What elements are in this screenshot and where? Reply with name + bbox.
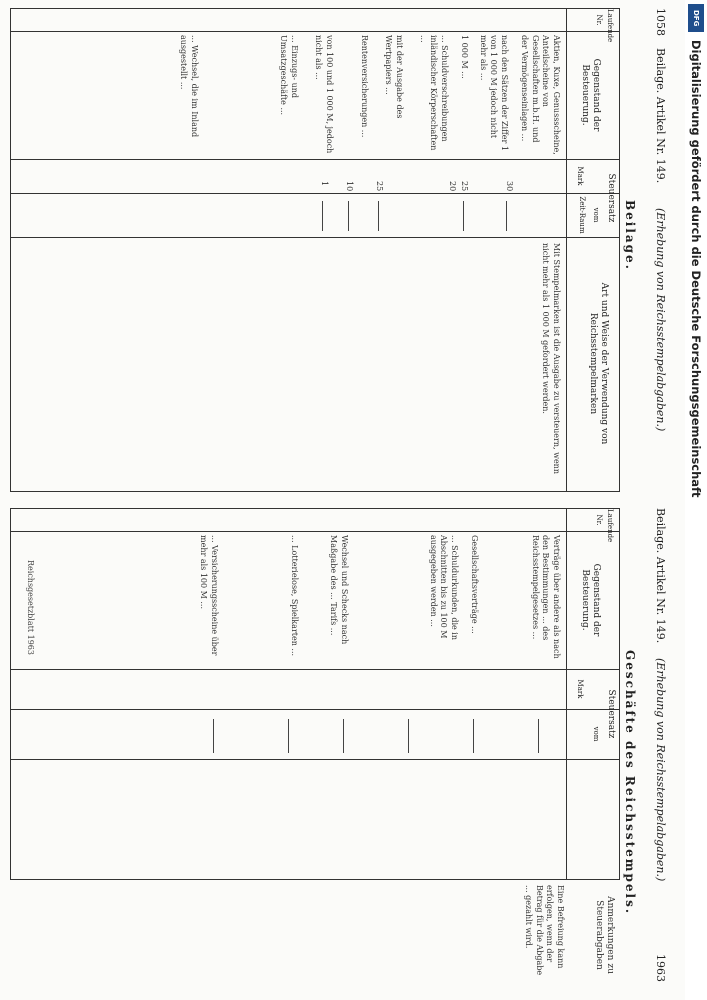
col-rate-per: vom: [592, 726, 600, 742]
amount: 25: [460, 181, 469, 192]
row-text: 1 000 M ...: [460, 35, 469, 79]
row-text: mit der Ausgabe des Wertpapiers ...: [384, 35, 404, 119]
col-rate-mark: Mark: [576, 679, 584, 699]
col-nr: Laufende Nr.: [595, 509, 614, 543]
row-text: Rentenversicherungen ...: [360, 35, 369, 138]
amount: 30: [505, 181, 514, 192]
amount: 1: [320, 181, 329, 187]
amount: 25: [375, 181, 384, 192]
footer: Reichsgesetzblatt 1963: [26, 560, 35, 655]
dfg-watermark: [685, 0, 707, 1000]
notes-text: Eine Befreiung kann erfolgen, wenn der Betrag für die Abgabe ... gezahlt wird.: [524, 885, 565, 976]
row-text: ... Versicherungsscheine über mehr als 100 M ...: [199, 535, 219, 656]
left-page: [0, 0, 685, 500]
right-page: [0, 500, 685, 1000]
col-rate: Steuersatz: [606, 173, 616, 223]
dfg-logo: DFG: [688, 4, 704, 32]
header-subtitle: (Erhebung von Reichsstempelabgaben.): [654, 208, 667, 432]
col-rate-mark: Mark: [576, 166, 584, 186]
col-method: Art und Weise der Verwendung von Reichsstempelmarken: [588, 282, 609, 445]
col-rate: Steuersatz: [606, 689, 616, 739]
row-text: nach den Sätzen der Ziffer 1 von 1 000 M jedoch nicht mehr als ...: [479, 35, 509, 151]
row-text: Aktien, Kuxe, Genussscheine, Anteilscheine von Gesellschaften m.b.H. und der Vermögenseinlagen ...: [520, 35, 561, 155]
row-text: ... Schuldurkunden, die in Abschnitten bis zu 100 M ausgegeben werden ...: [429, 535, 459, 641]
year: 1963: [654, 954, 667, 982]
row-text: ... Einzugs- und Umsatzgeschäfte ...: [279, 35, 299, 116]
row-text: Wechsel und Schecks nach Maßgabe des ... Tarifs ...: [329, 535, 349, 645]
col-rate-per: vom: [592, 207, 600, 223]
page-number: 1058: [654, 8, 667, 36]
watermark-text: Digitalisierung gefördert durch die Deutsche Forschungsgemeinschaft: [689, 40, 703, 498]
row-text: von 100 und 1 000 M, jedoch nicht als ...: [314, 35, 334, 154]
row-text: Verträge über andere als nach den Bestimmungen ... des Reichsstempelgesetzes ...: [531, 535, 561, 659]
row-text: ... Wechsel, die im Inland ausgestellt ...: [179, 35, 199, 138]
left-table: [10, 8, 620, 492]
col-nr: Laufende Nr.: [595, 9, 614, 43]
notes-header: Anmerkungen zu Steuerabgaben: [594, 896, 615, 974]
row-text: Gesellschaftsverträge ...: [470, 535, 479, 634]
row-text: ... Schuldverschreibungen inländischer Körperschaften ...: [419, 35, 449, 151]
amount: 20: [448, 181, 457, 192]
row-text: ... Lotterielose, Spielkarten ...: [290, 535, 299, 657]
method-text: Mit Stempelmarken ist die Ausgabe zu versteuern, wenn nicht mehr als 1 000 M gefordert werden.: [541, 243, 561, 474]
amount: 10: [345, 181, 354, 192]
section-title: Geschäfte des Reichsstempels.: [623, 650, 637, 916]
header-title: Beilage. Artikel Nr. 149.: [654, 48, 667, 184]
section-title: Beilage.: [623, 200, 637, 271]
header-title: Beilage. Artikel Nr. 149.: [654, 508, 667, 644]
header-subtitle: (Erhebung von Reichsstempelabgaben.): [654, 658, 667, 882]
col-rate-sub: Zeit-Raum: [578, 196, 586, 234]
col-subject: Gegenstand der Besteuerung.: [580, 58, 601, 132]
col-subject: Gegenstand der Besteuerung.: [580, 563, 601, 637]
right-table: [10, 508, 620, 880]
